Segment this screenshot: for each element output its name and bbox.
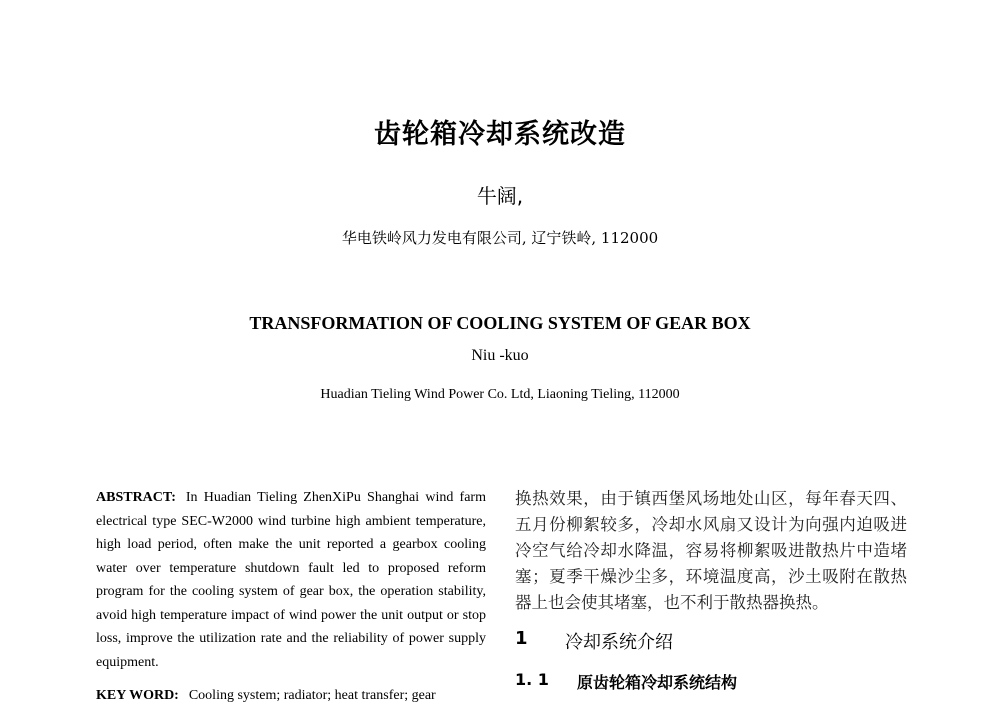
keywords-paragraph: [96, 684, 486, 708]
subsection-number: 1. 1: [515, 670, 549, 689]
subsection-heading-1-1: [515, 670, 907, 693]
keywords-label: KEY WORD:: [96, 688, 179, 703]
left-column: [96, 486, 486, 708]
author-chinese: 牛阔,: [476, 184, 524, 208]
affiliation-chinese: 华电铁岭风力发电有限公司, 辽宁铁岭, 112000: [341, 229, 659, 247]
paper-title-chinese: 齿轮箱冷却系统改造: [374, 119, 626, 150]
abstract-label: ABSTRACT:: [96, 490, 176, 505]
abstract-text: In Huadian Tieling ZhenXiPu Shanghai wind farm electrical type SEC-W2000 wind turbine high ambient temperature, high load period, often make the unit reported a gearbox cooling water over temperature shutdown fault led to proposed reform program for the cooling system of gear box, the operation stability, avoid high temperature impact of wind power the unit output or stop loss, improve the utilization rate and the reliability of power supply equipment.: [96, 490, 486, 670]
section-number: 1: [515, 628, 528, 649]
paper-title-english: TRANSFORMATION OF COOLING SYSTEM OF GEAR BOX: [249, 313, 751, 333]
body-paragraph: 换热效果，由于镇西堡风场地处山区，每年春天四、五月份柳絮较多，冷却水风扇又设计为向强内迫吸进冷空气给冷却水降温，容易将柳絮吸进散热片中造堵塞；夏季干燥沙尘多，环境温度高，沙土吸附在散热器上也会使其堵塞，也不利于散热器换热。: [515, 489, 907, 612]
affiliation-english: Huadian Tieling Wind Power Co. Ltd, Liaoning Tieling, 112000: [320, 387, 680, 402]
section-title: 冷却系统介绍: [565, 632, 673, 653]
subsection-title: 原齿轮箱冷却系统结构: [577, 673, 738, 692]
keywords-text: Cooling system; radiator; heat transfer; gear: [188, 688, 436, 703]
section-heading-1: [515, 628, 907, 654]
right-column: [515, 486, 907, 693]
author-english: Niu -kuo: [471, 347, 529, 364]
abstract-paragraph: [96, 486, 486, 674]
